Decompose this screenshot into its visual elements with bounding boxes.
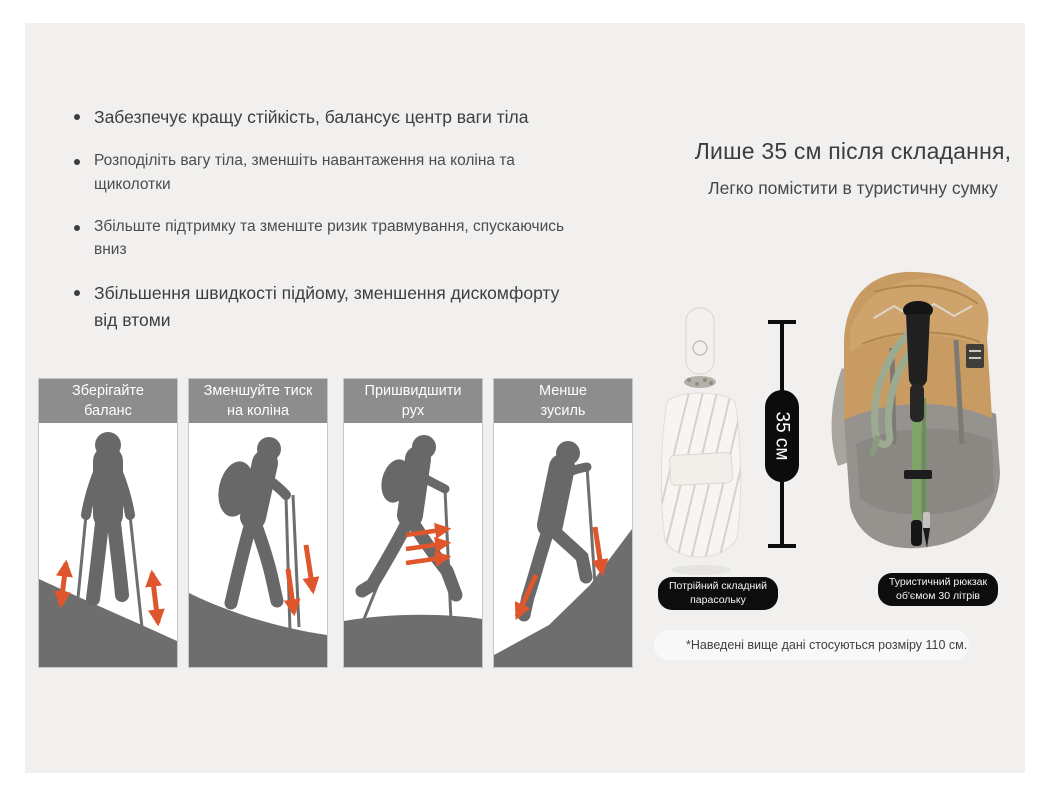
hiker-climb-illustration <box>494 423 632 667</box>
fold-size-title: Лише 35 см після складання, <box>694 138 1012 164</box>
benefit-item <box>70 215 575 262</box>
ground-slope <box>344 615 482 667</box>
fold-size-header <box>648 138 1050 201</box>
down-arrow-icon <box>288 545 313 613</box>
caption-line: зусиль <box>540 403 586 419</box>
benefit-text: Збільште підтримку та зменште ризик травмування, спускаючись вниз <box>94 217 565 258</box>
bullet-dot <box>74 159 80 165</box>
footnote <box>654 630 969 660</box>
hiker-silhouette <box>524 441 587 615</box>
panel-caption <box>189 379 327 423</box>
hiker-balance-illustration <box>39 423 177 667</box>
panel-knees <box>188 378 328 668</box>
footnote-text: *Наведені вище дані стосуються розміру 110 см. <box>686 638 968 652</box>
pole-binding-strap <box>904 470 932 479</box>
bullet-dot <box>74 225 80 231</box>
hiker-speed-illustration <box>344 423 482 667</box>
backpack-with-trekking-pole-photo <box>814 248 1024 560</box>
bullet-dot <box>74 290 80 296</box>
benefit-text: Збільшення швидкості підйому, зменшення дискомфорту від втоми <box>94 283 560 330</box>
hiker-silhouette <box>86 432 130 599</box>
hiker-silhouette <box>362 435 456 595</box>
caption-line: на коліна <box>226 403 290 419</box>
measure-value: 35 см <box>771 411 793 461</box>
vertical-measure-line-icon <box>762 316 802 552</box>
fold-size-subtitle: Легко помістити в туристичну сумку <box>708 178 998 198</box>
ground-slope <box>494 529 632 667</box>
caption-line: рух <box>401 403 425 419</box>
caption-line: баланс <box>84 403 132 419</box>
caption-line: Зберігайте <box>72 382 144 399</box>
caption-line: Пришвидшити <box>364 382 462 399</box>
panel-caption <box>344 379 482 423</box>
benefit-list <box>70 104 575 352</box>
ground-slope <box>189 593 327 667</box>
umbrella-strap <box>669 452 732 485</box>
panel-speed <box>343 378 483 668</box>
bullet-dot <box>74 114 80 120</box>
caption-line: Зменшуйте тиск <box>203 382 313 399</box>
backpack-label: Туристичний рюкзак об'ємом 30 літрів <box>878 573 998 606</box>
panel-caption <box>494 379 632 423</box>
hiker-descend-illustration <box>189 423 327 667</box>
speed-arrows-icon <box>406 529 448 563</box>
benefit-item <box>70 280 575 333</box>
benefit-item <box>70 104 575 130</box>
folded-umbrella-photo <box>655 306 747 578</box>
hiker-silhouette <box>214 437 286 603</box>
panel-effort <box>493 378 633 668</box>
brand-logo-patch <box>966 344 984 368</box>
umbrella-label: Потрійний складний парасольку <box>658 577 778 610</box>
benefit-item <box>70 149 575 196</box>
panel-balance <box>38 378 178 668</box>
benefit-text: Забезпечує кращу стійкість, балансує центр ваги тіла <box>94 107 529 127</box>
panel-caption <box>39 379 177 423</box>
benefit-text: Розподіліть вагу тіла, зменшіть навантаження на коліна та щиколотки <box>94 152 515 193</box>
caption-line: Менше <box>538 382 587 399</box>
